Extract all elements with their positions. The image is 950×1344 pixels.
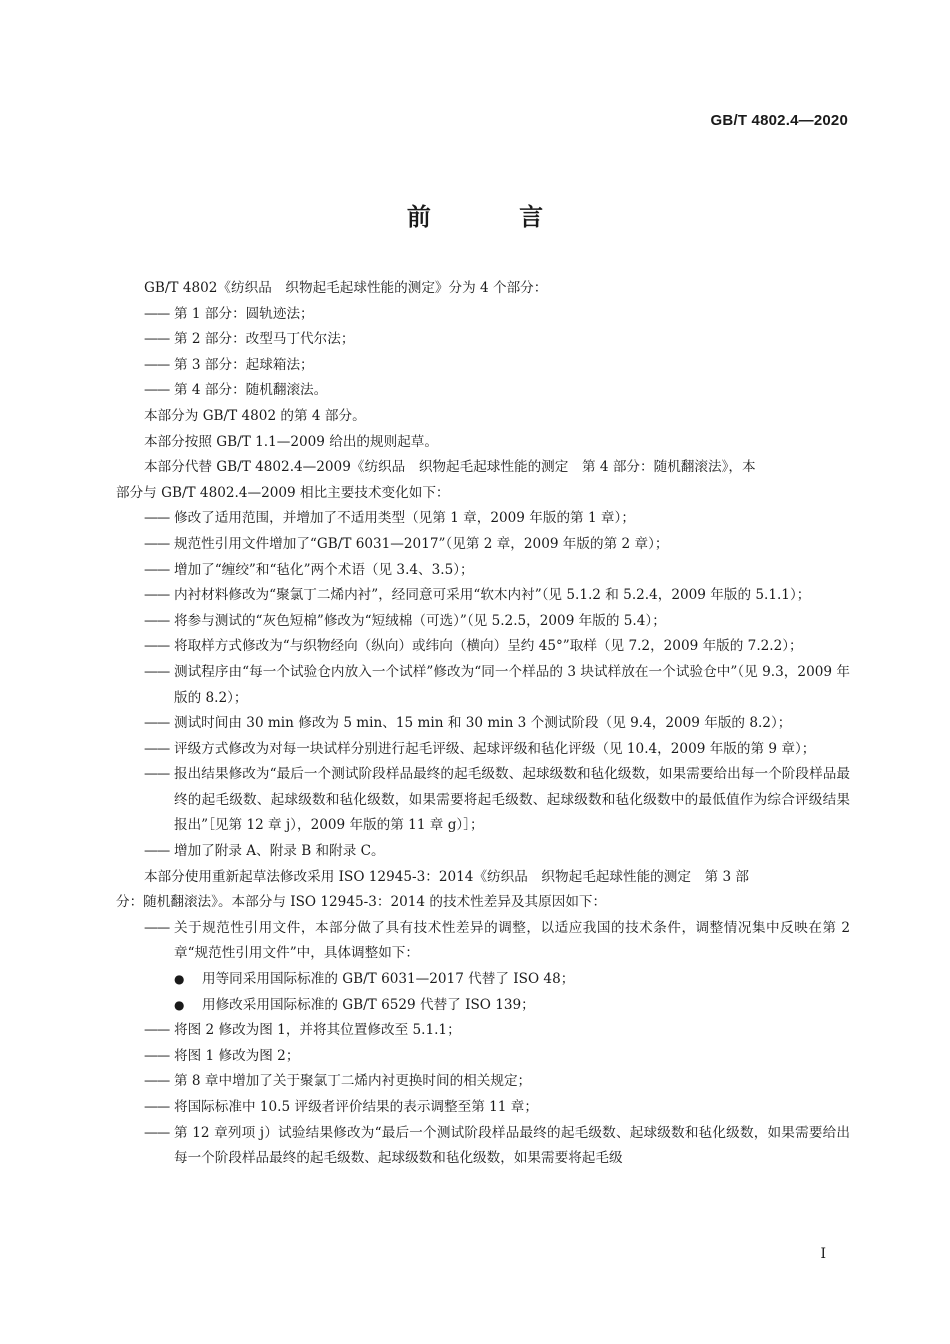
- list-item: [116, 660, 850, 711]
- list-item-text: 第 8 章中增加了关于聚氯丁二烯内衬更换时间的相关规定；: [174, 1073, 532, 1090]
- dash-marker: ——: [144, 1022, 170, 1039]
- dash-marker: ——: [144, 587, 170, 604]
- foreword-body: [116, 276, 850, 1172]
- page-title: 前 言: [406, 203, 584, 231]
- dash-marker: ——: [144, 561, 170, 578]
- dash-marker: ——: [144, 715, 170, 732]
- list-item-text: 测试程序由“每一个试验仓内放入一个试样”修改为“同一个样品的 3 块试样放在一个试验仓中”（见 9.3，2009 年版的 8.2）；: [174, 663, 850, 706]
- paragraph: 本部分按照 GB/T 1.1—2009 给出的规则起草。: [144, 433, 438, 450]
- paragraph: 本部分代替 GB/T 4802.4—2009《纺织品 织物起毛起球性能的测定 第 4 部分：随机翻滚法》，本: [144, 459, 756, 476]
- dash-marker: ——: [144, 1047, 170, 1064]
- bullet-item: [116, 993, 850, 1019]
- list-item: [116, 327, 850, 353]
- list-item: [116, 1018, 850, 1044]
- list-item-text: 增加了附录 A、附录 B 和附录 C。: [174, 843, 385, 860]
- list-item-text: 将图 2 修改为图 1，并将其位置修改至 5.1.1；: [174, 1022, 461, 1039]
- bullet-text: 用修改采用国际标准的 GB/T 6529 代替了 ISO 139；: [202, 996, 535, 1013]
- bullet-text: 用等同采用国际标准的 GB/T 6031—2017 代替了 ISO 48；: [202, 971, 575, 988]
- list-item: [116, 1044, 850, 1070]
- document-code: GB/T 4802.4—2020: [710, 112, 848, 129]
- list-item-text: 第 2 部分：改型马丁代尔法；: [174, 331, 355, 348]
- list-item-text: 关于规范性引用文件，本部分做了具有技术性差异的调整，以适应我国的技术条件，调整情况集中反映在第 2 章“规范性引用文件”中，具体调整如下：: [174, 919, 850, 962]
- list-item-text: 规范性引用文件增加了“GB/T 6031—2017”（见第 2 章，2009 年版的第 2 章）；: [174, 535, 669, 552]
- paragraph: 部分与 GB/T 4802.4—2009 相比主要技术变化如下：: [116, 484, 450, 501]
- paragraph: 本部分为 GB/T 4802 的第 4 部分。: [144, 407, 366, 424]
- list-item: [116, 378, 850, 404]
- page-number: I: [820, 1246, 826, 1262]
- list-item: [116, 737, 850, 763]
- dash-marker: ——: [144, 331, 170, 348]
- dash-marker: ——: [144, 305, 170, 322]
- dash-marker: ——: [144, 663, 170, 680]
- list-item: [116, 353, 850, 379]
- bullet-icon: ●: [174, 997, 185, 1012]
- list-item: [116, 1069, 850, 1095]
- list-item-text: 第 1 部分：圆轨迹法；: [174, 305, 314, 322]
- dash-marker: ——: [144, 535, 170, 552]
- list-item-text: 将图 1 修改为图 2；: [174, 1047, 300, 1064]
- list-item-text: 修改了适用范围，并增加了不适用类型（见第 1 章，2009 年版的第 1 章）；: [174, 510, 635, 527]
- dash-marker: ——: [144, 612, 170, 629]
- paragraph: 本部分使用重新起草法修改采用 ISO 12945-3：2014《纺织品 织物起毛起球性能的测定 第 3 部: [144, 868, 750, 885]
- list-item-text: 将国际标准中 10.5 评级者评价结果的表示调整至第 11 章；: [174, 1099, 538, 1115]
- list-item-text: 第 4 部分：随机翻滚法。: [174, 382, 328, 399]
- list-item-text: 评级方式修改为对每一块试样分别进行起毛评级、起球评级和毡化评级（见 10.4，2009 年版的第 9 章）；: [174, 740, 816, 757]
- list-item: [116, 609, 850, 635]
- list-item: [116, 558, 850, 584]
- bullet-item: [116, 967, 850, 993]
- list-item-text: 内衬材料修改为“聚氯丁二烯内衬”，经同意可采用“软木内衬”（见 5.1.2 和 5.2.4，2009 年版的 5.1.1）；: [174, 587, 811, 604]
- dash-marker: ——: [144, 510, 170, 527]
- list-item: [116, 1121, 850, 1172]
- list-item: [116, 532, 850, 558]
- paragraph: 分：随机翻滚法》。本部分与 ISO 12945-3：2014 的技术性差异及其原因如下：: [116, 894, 607, 911]
- list-item: [116, 583, 850, 609]
- dash-marker: ——: [144, 843, 170, 860]
- list-item: [116, 762, 850, 839]
- list-item-text: 将参与测试的“灰色短棉”修改为“短绒棉（可选）”（见 5.2.5，2009 年版的 5.4）；: [174, 612, 666, 629]
- dash-marker: ——: [144, 766, 170, 783]
- list-item: [116, 711, 850, 737]
- list-item: [116, 506, 850, 532]
- dash-marker: ——: [144, 1099, 170, 1115]
- list-item: [116, 634, 850, 660]
- dash-marker: ——: [144, 1073, 170, 1090]
- dash-marker: ——: [144, 356, 170, 373]
- paragraph: GB/T 4802《纺织品 织物起毛起球性能的测定》分为 4 个部分：: [144, 280, 548, 296]
- list-item: [116, 916, 850, 967]
- list-item-text: 报出结果修改为“最后一个测试阶段样品最终的起毛级数、起球级数和毡化级数，如果需要给出每一个阶段样品最终的起毛级数、起球级数和毡化级数，如果需要将起毛级数、起球级数和毡化级数中的最低值作为综合评级结果报出”［见第 12 章 j），2009 年版的第 11 章 g）］；: [174, 766, 850, 834]
- list-item-text: 第 3 部分：起球箱法；: [174, 356, 314, 373]
- list-item: [116, 839, 850, 865]
- list-item-text: 将取样方式修改为“与织物经向（纵向）或纬向（横向）呈约 45°”取样（见 7.2，2009 年版的 7.2.2）；: [174, 638, 803, 655]
- dash-marker: ——: [144, 638, 170, 655]
- list-item-text: 第 12 章列项 j）试验结果修改为“最后一个测试阶段样品最终的起毛级数、起球级数和毡化级数，如果需要给出每一个阶段样品最终的起毛级数、起球级数和毡化级数，如果需要将起毛级: [174, 1124, 850, 1167]
- dash-marker: ——: [144, 740, 170, 757]
- dash-marker: ——: [144, 1124, 170, 1141]
- list-item: [116, 302, 850, 328]
- dash-marker: ——: [144, 382, 170, 399]
- list-item-text: 增加了“缠绞”和“毡化”两个术语（见 3.4、3.5）；: [174, 561, 474, 578]
- bullet-icon: ●: [174, 972, 185, 987]
- dash-marker: ——: [144, 919, 170, 936]
- list-item-text: 测试时间由 30 min 修改为 5 min、15 min 和 30 min 3 个测试阶段（见 9.4，2009 年版的 8.2）；: [174, 715, 792, 732]
- list-item: [116, 1095, 850, 1121]
